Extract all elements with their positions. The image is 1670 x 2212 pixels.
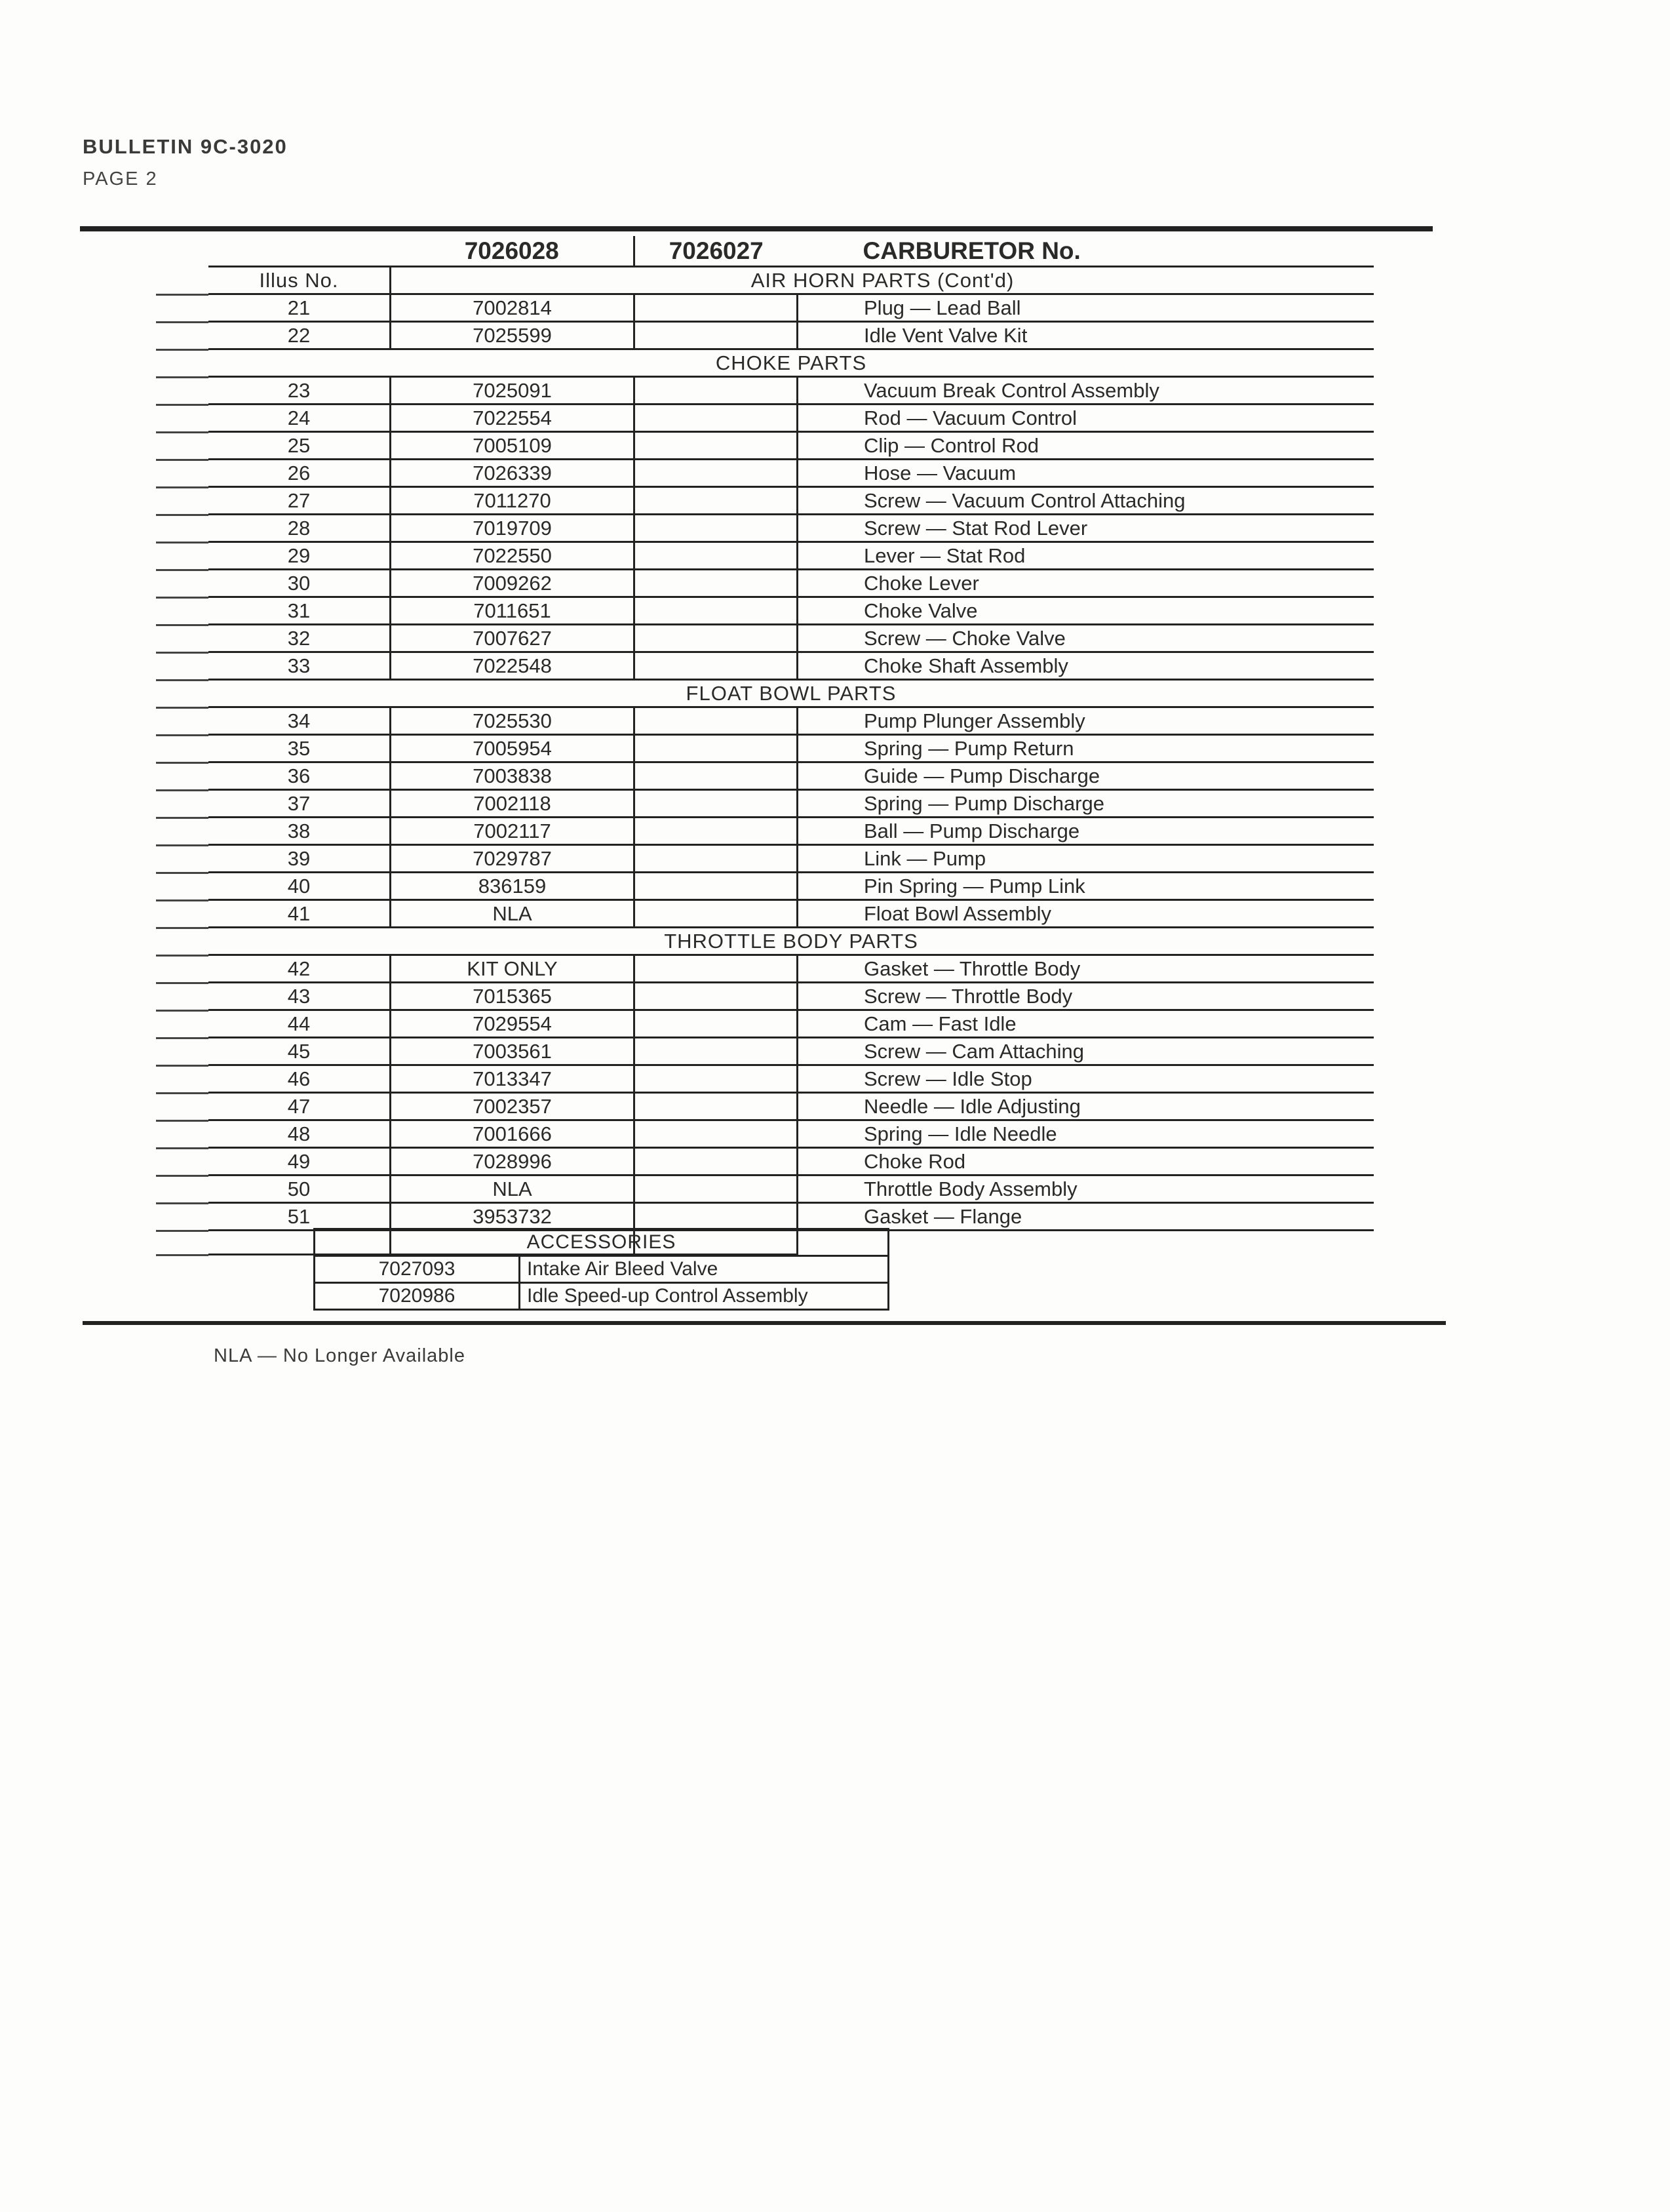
illus-number: 41	[208, 900, 391, 928]
parts-table-body	[208, 236, 1374, 1255]
part-number-alt	[634, 873, 798, 900]
section-title: CHOKE PARTS	[208, 349, 1374, 377]
parts-row	[208, 487, 1374, 515]
margin-tick	[156, 1202, 208, 1204]
illus-number: 42	[208, 955, 391, 983]
parts-row	[208, 377, 1374, 405]
part-number: 836159	[391, 873, 634, 900]
parts-row	[208, 790, 1374, 818]
header-blank	[208, 236, 391, 267]
accessory-part-number: 7020986	[315, 1283, 520, 1310]
illus-number: 36	[208, 762, 391, 790]
parts-row	[208, 405, 1374, 432]
parts-table	[208, 236, 1374, 1255]
margin-tick	[156, 1010, 208, 1012]
part-number: 7003561	[391, 1038, 634, 1065]
part-number-alt	[634, 1038, 798, 1065]
part-description: Spring — Pump Discharge	[798, 790, 1374, 818]
margin-tick	[156, 376, 208, 378]
illus-number: 35	[208, 735, 391, 762]
parts-row	[208, 1038, 1374, 1065]
part-description: Screw — Throttle Body	[798, 983, 1374, 1010]
part-number: 7025599	[391, 322, 634, 349]
part-number-alt	[634, 845, 798, 873]
illus-number: 29	[208, 542, 391, 570]
margin-tick	[156, 459, 208, 461]
part-number-alt	[634, 432, 798, 460]
illus-number: 39	[208, 845, 391, 873]
parts-row	[208, 294, 1374, 322]
part-number: KIT ONLY	[391, 955, 634, 983]
section-title: FLOAT BOWL PARTS	[208, 680, 1374, 707]
part-description: Vacuum Break Control Assembly	[798, 377, 1374, 405]
section-title: THROTTLE BODY PARTS	[208, 928, 1374, 955]
parts-row	[208, 735, 1374, 762]
part-description: Plug — Lead Ball	[798, 294, 1374, 322]
parts-row	[208, 1148, 1374, 1175]
parts-row	[208, 845, 1374, 873]
part-number: 7002357	[391, 1093, 634, 1120]
part-description: Spring — Idle Needle	[798, 1120, 1374, 1148]
parts-row	[208, 900, 1374, 928]
parts-row	[208, 460, 1374, 487]
illus-no-label: Illus No.	[208, 267, 391, 294]
margin-tick	[156, 1120, 208, 1122]
part-number-alt	[634, 570, 798, 597]
illus-number: 50	[208, 1175, 391, 1203]
margin-tick	[156, 652, 208, 654]
part-description: Idle Vent Valve Kit	[798, 322, 1374, 349]
part-number: 7002118	[391, 790, 634, 818]
part-description: Guide — Pump Discharge	[798, 762, 1374, 790]
part-number: 7009262	[391, 570, 634, 597]
illus-number: 25	[208, 432, 391, 460]
part-description: Choke Rod	[798, 1148, 1374, 1175]
part-number: 7029554	[391, 1010, 634, 1038]
part-number: 7019709	[391, 515, 634, 542]
part-number: 7011651	[391, 597, 634, 625]
margin-tick	[156, 624, 208, 626]
parts-row	[208, 1010, 1374, 1038]
part-number-alt	[634, 377, 798, 405]
parts-row	[208, 597, 1374, 625]
part-number: 7002814	[391, 294, 634, 322]
part-number: 7029787	[391, 845, 634, 873]
part-number: NLA	[391, 900, 634, 928]
parts-row	[208, 542, 1374, 570]
part-number: 7022554	[391, 405, 634, 432]
margin-tick	[156, 404, 208, 406]
part-description: Screw — Idle Stop	[798, 1065, 1374, 1093]
margin-tick	[156, 844, 208, 846]
accessories-table	[313, 1228, 889, 1311]
parts-row	[208, 1120, 1374, 1148]
part-number: 7013347	[391, 1065, 634, 1093]
margin-tick	[156, 1065, 208, 1067]
part-description: Throttle Body Assembly	[798, 1175, 1374, 1203]
part-number-alt	[634, 322, 798, 349]
part-description: Screw — Stat Rod Lever	[798, 515, 1374, 542]
margin-tick	[156, 1147, 208, 1149]
margin-tick	[156, 982, 208, 984]
parts-row	[208, 322, 1374, 349]
illus-number: 46	[208, 1065, 391, 1093]
margin-tick	[156, 542, 208, 543]
margin-tick	[156, 597, 208, 599]
part-description: Hose — Vacuum	[798, 460, 1374, 487]
margin-tick	[156, 927, 208, 929]
bulletin-number: BULLETIN 9C-3020	[83, 135, 288, 158]
part-number: NLA	[391, 1175, 634, 1203]
part-description: Choke Shaft Assembly	[798, 652, 1374, 680]
illus-number: 40	[208, 873, 391, 900]
parts-row	[208, 955, 1374, 983]
illus-number: 30	[208, 570, 391, 597]
part-number-alt	[634, 625, 798, 652]
part-number-alt	[634, 542, 798, 570]
page-number: PAGE 2	[83, 168, 158, 189]
parts-row	[208, 873, 1374, 900]
part-description: Gasket — Flange	[798, 1203, 1374, 1231]
accessory-row	[315, 1283, 889, 1310]
part-description: Screw — Cam Attaching	[798, 1038, 1374, 1065]
parts-row	[208, 625, 1374, 652]
illus-number: 32	[208, 625, 391, 652]
top-rule	[80, 226, 1433, 231]
parts-row	[208, 707, 1374, 735]
part-number: 7025091	[391, 377, 634, 405]
illus-number: 33	[208, 652, 391, 680]
bottom-rule	[83, 1321, 1446, 1325]
margin-tick	[156, 899, 208, 901]
accessory-row	[315, 1256, 889, 1283]
illus-number: 34	[208, 707, 391, 735]
margin-tick	[156, 872, 208, 874]
margin-tick	[156, 679, 208, 681]
table-header-row	[208, 236, 1374, 267]
part-number-alt	[634, 487, 798, 515]
accessory-part-number: 7027093	[315, 1256, 520, 1283]
margin-tick	[156, 707, 208, 709]
part-number-alt	[634, 460, 798, 487]
part-number: 7026339	[391, 460, 634, 487]
carburetor-no-label: CARBURETOR No.	[798, 236, 1374, 267]
part-number-alt	[634, 1065, 798, 1093]
section-header-row	[208, 680, 1374, 707]
parts-row	[208, 762, 1374, 790]
part-number: 7001666	[391, 1120, 634, 1148]
part-number: 7028996	[391, 1148, 634, 1175]
margin-tick	[156, 734, 208, 736]
part-number-alt	[634, 900, 798, 928]
accessories-title: ACCESSORIES	[526, 1231, 676, 1253]
part-number-alt	[634, 762, 798, 790]
margin-tick	[156, 1230, 208, 1232]
illus-number: 24	[208, 405, 391, 432]
parts-row	[208, 983, 1374, 1010]
illus-number: 31	[208, 597, 391, 625]
part-description: Pump Plunger Assembly	[798, 707, 1374, 735]
margin-tick	[156, 1254, 208, 1256]
part-number-alt	[634, 707, 798, 735]
part-description: Spring — Pump Return	[798, 735, 1374, 762]
part-number: 7002117	[391, 818, 634, 845]
illus-number: 37	[208, 790, 391, 818]
accessory-description: Intake Air Bleed Valve	[520, 1256, 889, 1283]
part-description: Link — Pump	[798, 845, 1374, 873]
part-number-alt	[634, 294, 798, 322]
margin-tick	[156, 321, 208, 323]
illus-number: 45	[208, 1038, 391, 1065]
illus-number: 49	[208, 1148, 391, 1175]
part-number-alt	[634, 1120, 798, 1148]
margin-tick	[156, 817, 208, 819]
section-header-row	[208, 928, 1374, 955]
margin-tick	[156, 762, 208, 764]
part-description: Pin Spring — Pump Link	[798, 873, 1374, 900]
part-number-alt	[634, 1148, 798, 1175]
illus-number: 51	[208, 1203, 391, 1231]
part-number-alt	[634, 983, 798, 1010]
part-description: Needle — Idle Adjusting	[798, 1093, 1374, 1120]
part-number-alt	[634, 1203, 798, 1231]
margin-tick	[156, 569, 208, 571]
part-number-alt	[634, 1093, 798, 1120]
section-header-row	[208, 267, 1374, 294]
parts-row	[208, 1093, 1374, 1120]
part-description: Lever — Stat Rod	[798, 542, 1374, 570]
part-description: Ball — Pump Discharge	[798, 818, 1374, 845]
part-number: 7007627	[391, 625, 634, 652]
margin-tick	[156, 1037, 208, 1039]
margin-tick	[156, 955, 208, 957]
part-number: 7022550	[391, 542, 634, 570]
part-number-alt	[634, 955, 798, 983]
illus-number: 47	[208, 1093, 391, 1120]
parts-row	[208, 1175, 1374, 1203]
margin-tick	[156, 514, 208, 516]
parts-row	[208, 570, 1374, 597]
section-title: AIR HORN PARTS (Cont'd)	[391, 267, 1374, 294]
section-header-row	[208, 349, 1374, 377]
illus-number: 23	[208, 377, 391, 405]
margin-tick	[156, 294, 208, 296]
part-number-alt	[634, 1175, 798, 1203]
part-description: Screw — Vacuum Control Attaching	[798, 487, 1374, 515]
part-number-alt	[634, 735, 798, 762]
part-description: Choke Lever	[798, 570, 1374, 597]
part-number-alt	[634, 790, 798, 818]
accessory-description: Idle Speed-up Control Assembly	[520, 1283, 889, 1310]
part-description: Cam — Fast Idle	[798, 1010, 1374, 1038]
illus-number: 21	[208, 294, 391, 322]
parts-row	[208, 818, 1374, 845]
illus-number: 28	[208, 515, 391, 542]
margin-tick	[156, 789, 208, 791]
parts-row	[208, 515, 1374, 542]
illus-number: 22	[208, 322, 391, 349]
part-number: 7025530	[391, 707, 634, 735]
margin-tick	[156, 1175, 208, 1177]
margin-tick	[156, 486, 208, 488]
part-number: 3953732	[391, 1203, 634, 1231]
accessories-title-row	[315, 1229, 889, 1256]
part-description: Screw — Choke Valve	[798, 625, 1374, 652]
margin-tick	[156, 431, 208, 433]
part-description: Gasket — Throttle Body	[798, 955, 1374, 983]
part-number-alt	[634, 405, 798, 432]
part-description: Float Bowl Assembly	[798, 900, 1374, 928]
part-number: 7011270	[391, 487, 634, 515]
part-number-alt	[634, 652, 798, 680]
part-description: Clip — Control Rod	[798, 432, 1374, 460]
part-number: 7015365	[391, 983, 634, 1010]
parts-row	[208, 432, 1374, 460]
part-description: Choke Valve	[798, 597, 1374, 625]
part-number: 7003838	[391, 762, 634, 790]
margin-tick	[156, 1092, 208, 1094]
part-number-alt	[634, 515, 798, 542]
part-number-alt	[634, 1010, 798, 1038]
part-description: Rod — Vacuum Control	[798, 405, 1374, 432]
illus-number: 38	[208, 818, 391, 845]
carburetor-col-a: 7026028	[391, 236, 634, 267]
nla-footnote: NLA — No Longer Available	[214, 1345, 465, 1366]
part-number: 7005109	[391, 432, 634, 460]
part-number-alt	[634, 597, 798, 625]
carburetor-col-b: 7026027	[634, 236, 798, 267]
illus-number: 26	[208, 460, 391, 487]
parts-row	[208, 1203, 1374, 1231]
illus-number: 27	[208, 487, 391, 515]
part-number: 7022548	[391, 652, 634, 680]
parts-row	[208, 1065, 1374, 1093]
part-number-alt	[634, 818, 798, 845]
part-number: 7005954	[391, 735, 634, 762]
illus-number: 44	[208, 1010, 391, 1038]
illus-number: 48	[208, 1120, 391, 1148]
margin-tick	[156, 349, 208, 351]
parts-row	[208, 652, 1374, 680]
illus-number: 43	[208, 983, 391, 1010]
